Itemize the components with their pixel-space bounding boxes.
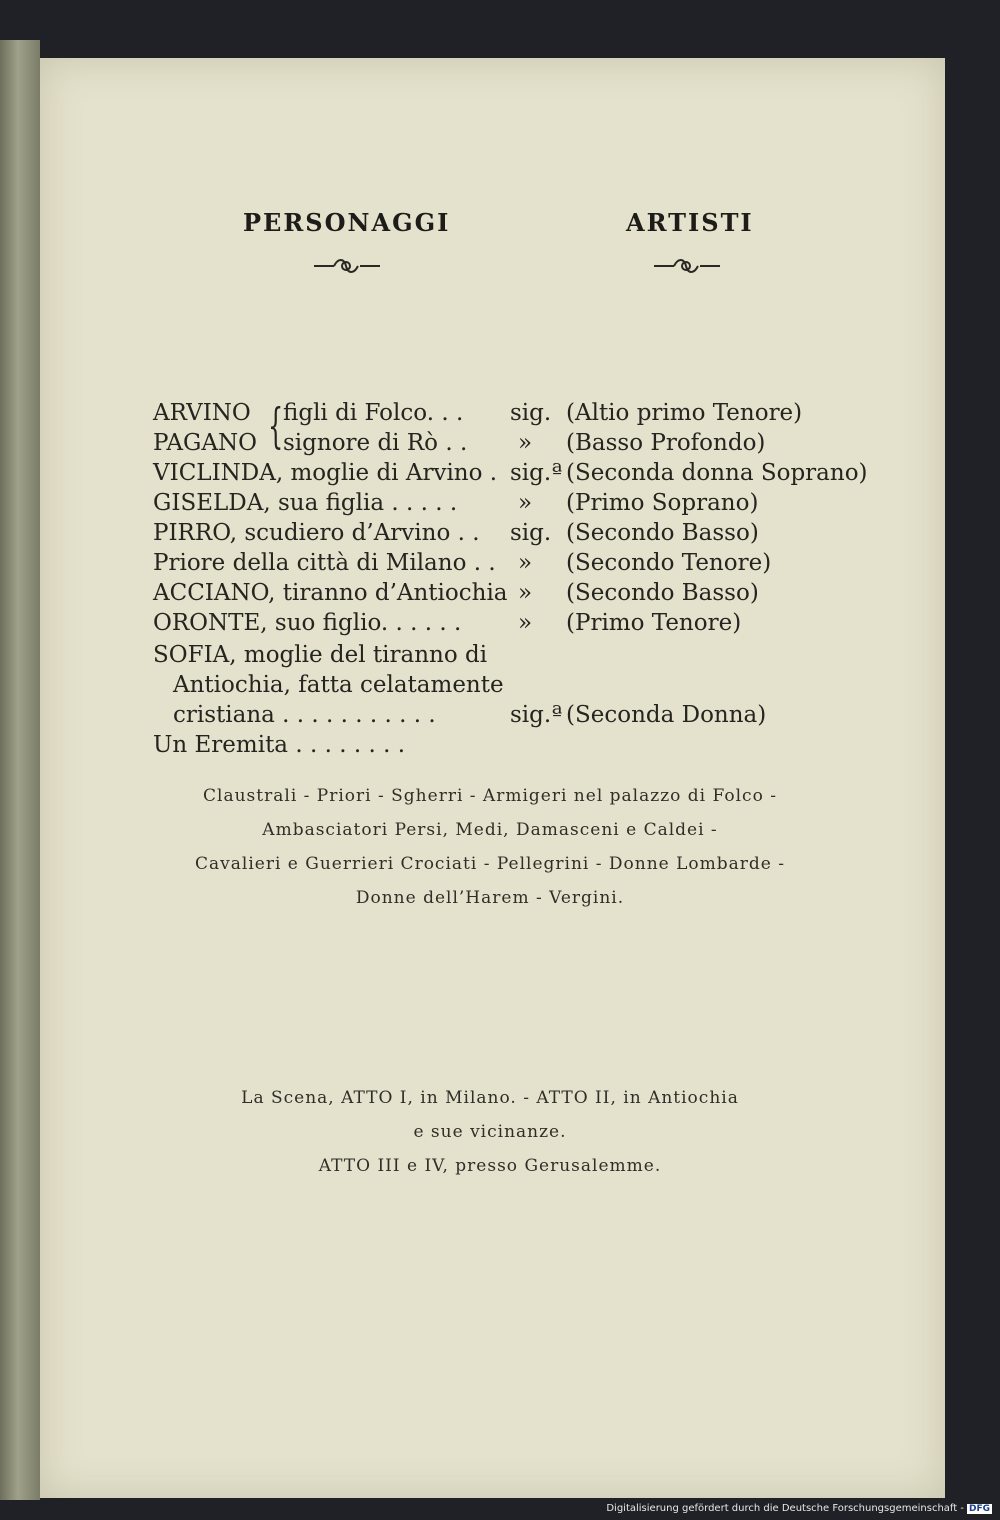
- ditto-mark: »: [518, 490, 533, 516]
- funding-footer: [606, 1503, 992, 1519]
- character-name: Priore della città di Milano . .: [153, 550, 496, 576]
- funding-text: Digitalisierung gefördert durch die Deutsche Forschungsgemeinschaft -: [606, 1503, 964, 1514]
- brace-icon: {: [268, 398, 284, 454]
- scene-line: La Scena, ATTO I, in Milano. - ATTO II, in Antiochia: [241, 1088, 739, 1108]
- signore-abbrev: sig.: [510, 520, 552, 546]
- chorus-line: Cavalieri e Guerrieri Crociati - Pellegrini - Donne Lombarde -: [195, 854, 785, 874]
- signore-abbrev: sig.: [510, 400, 552, 426]
- chorus-line: Claustrali - Priori - Sgherri - Armigeri nel palazzo di Folco -: [203, 786, 777, 806]
- voice-type: (Basso Profondo): [566, 430, 766, 456]
- character-name: SOFIA, moglie del tiranno di: [153, 642, 488, 668]
- voice-type: (Primo Soprano): [566, 490, 759, 516]
- voice-type: (Secondo Tenore): [566, 550, 772, 576]
- ditto-mark: »: [518, 430, 533, 456]
- voice-type: (Secondo Basso): [566, 580, 759, 606]
- heading-artisti: ARTISTI: [626, 208, 754, 237]
- signora-abbrev: sig.ª: [510, 702, 563, 728]
- book-cover-edge: [0, 40, 40, 1500]
- voice-type: (Secondo Basso): [566, 520, 759, 546]
- chorus-line: Donne dell’Harem - Vergini.: [355, 888, 625, 908]
- character-description: Antiochia, fatta celatamente: [173, 672, 504, 698]
- voice-type: (Seconda Donna): [566, 702, 767, 728]
- voice-type: (Primo Tenore): [566, 610, 742, 636]
- character-description: figli di Folco. . .: [283, 400, 464, 426]
- character-name: ORONTE, suo figlio. . . . . .: [153, 610, 462, 636]
- dfg-logo-icon: DFG: [968, 1504, 990, 1514]
- character-name: ACCIANO, tiranno d’Antiochia: [153, 580, 508, 606]
- voice-type: (Altio primo Tenore): [566, 400, 803, 426]
- heading-personaggi: PERSONAGGI: [243, 208, 451, 237]
- character-name: VICLINDA, moglie di Arvino .: [153, 460, 498, 486]
- ditto-mark: »: [518, 610, 533, 636]
- character-description: signore di Rò . .: [283, 430, 468, 456]
- voice-type: (Seconda donna Soprano): [566, 460, 868, 486]
- character-name: GISELDA, sua figlia . . . . .: [153, 490, 458, 516]
- character-name: PIRRO, scudiero d’Arvino . .: [153, 520, 480, 546]
- character-description: cristiana . . . . . . . . . . .: [173, 702, 436, 728]
- character-name: ARVINO: [153, 400, 251, 426]
- ornament-icon: [652, 256, 722, 276]
- chorus-line: Ambasciatori Persi, Medi, Damasceni e Caldei -: [262, 820, 718, 840]
- ornament-icon: [312, 256, 382, 276]
- ditto-mark: »: [518, 580, 533, 606]
- scene-line: ATTO III e IV, presso Gerusalemme.: [318, 1156, 662, 1176]
- scene-line: e sue vicinanze.: [413, 1122, 567, 1142]
- ditto-mark: »: [518, 550, 533, 576]
- character-name: Un Eremita . . . . . . . .: [153, 732, 406, 758]
- character-name: PAGANO: [153, 430, 257, 456]
- book-page: [40, 58, 945, 1498]
- signora-abbrev: sig.ª: [510, 460, 563, 486]
